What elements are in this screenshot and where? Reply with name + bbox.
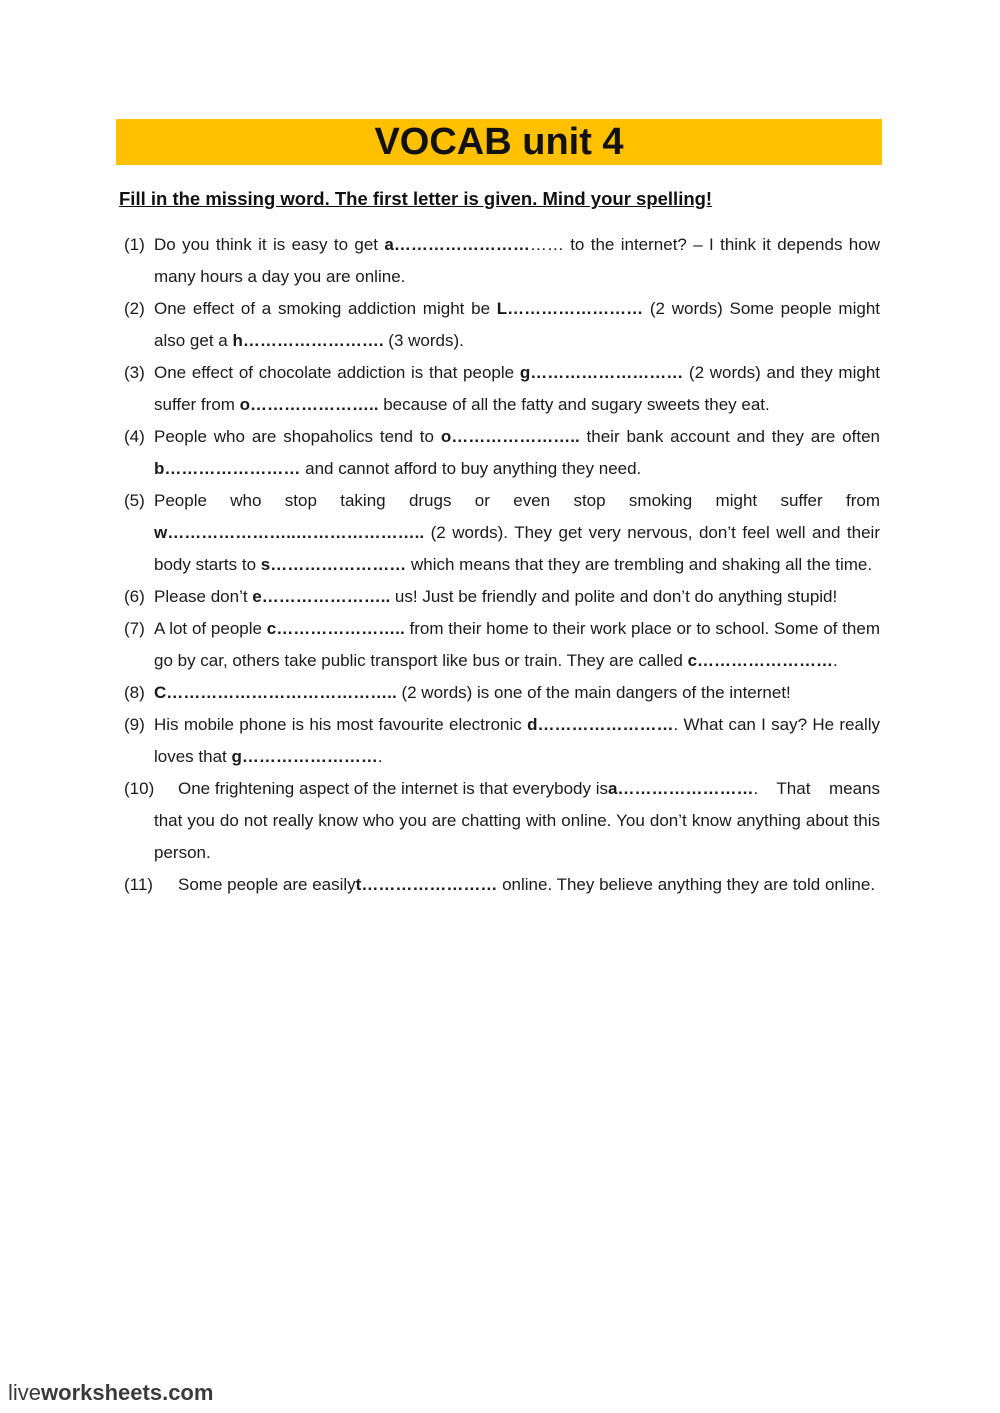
sentence-text: Please don’t	[154, 587, 253, 606]
sentence-text: which means that they are trembling and shaking all the time.	[406, 555, 873, 574]
sentence-text: His mobile phone is his most favourite electronic	[154, 715, 528, 734]
title-banner	[116, 119, 882, 165]
logo-bold: worksheets	[41, 1380, 163, 1405]
exercise-item	[124, 421, 880, 485]
blank-hint: d……………………	[527, 715, 674, 734]
blank-hint: s……………………	[260, 555, 407, 574]
sentence-text: .	[377, 747, 383, 766]
logo-light: live	[8, 1380, 42, 1405]
exercise-item	[124, 709, 880, 773]
exercise-number: (6)	[124, 587, 145, 606]
sentence-text: (3 words).	[383, 331, 464, 350]
exercise-number: (1)	[124, 235, 145, 254]
blank-hint: L……………………	[496, 299, 644, 318]
sentence-text: . What can I say? He really loves that	[154, 715, 881, 766]
exercise-item	[124, 773, 880, 869]
blank-hint: g………………………	[519, 363, 684, 382]
exercise-item	[124, 581, 880, 613]
blank-hint: a……………………	[607, 779, 754, 798]
exercise-number: (2)	[124, 299, 145, 318]
exercise-item	[124, 869, 880, 901]
exercise-item	[124, 677, 880, 709]
exercise-item	[124, 357, 880, 421]
exercise-number: (11)	[124, 875, 153, 894]
sentence-text: online. They believe anything they are told online.	[497, 875, 876, 894]
sentence-text: Do you think it is easy to get	[154, 235, 385, 254]
exercise-number: (10)	[124, 779, 155, 798]
sentence-text: us! Just be friendly and polite and don’t do anything stupid!	[390, 587, 838, 606]
sentence-text: One frightening aspect of the internet is that everybody is	[178, 779, 608, 798]
sentence-text: . That means that you do not really know who you are chatting with online. You don’t know anything about this person.	[154, 779, 880, 862]
blank-hint: w…………………..…………………..	[154, 523, 425, 542]
sentence-text: (2 words) and they might suffer from	[154, 363, 880, 414]
exercise-number: (8)	[124, 683, 145, 702]
sentence-text: One effect of a smoking addiction might be	[154, 299, 497, 318]
sentence-text: (2 words) is one of the main dangers of the internet!	[396, 683, 791, 702]
blank-hint: g……………………	[231, 747, 378, 766]
blank-hint: h…………………….	[232, 331, 384, 350]
blank-hint: a……………………	[384, 235, 530, 254]
exercise-number: (7)	[124, 619, 145, 638]
liveworksheets-logo	[8, 1380, 213, 1406]
blank-hint: t……………………	[355, 875, 498, 894]
exercise-list	[124, 229, 880, 901]
exercise-item	[124, 293, 880, 357]
blank-hint: c…………………..	[266, 619, 405, 638]
exercise-item	[124, 229, 880, 293]
sentence-text: and cannot afford to buy anything they need.	[300, 459, 642, 478]
sentence-text: One effect of chocolate addiction is that people	[154, 363, 520, 382]
sentence-text: People who are shopaholics tend to	[154, 427, 441, 446]
blank-hint: o…………………..	[239, 395, 379, 414]
blank-hint: b……………………	[154, 459, 301, 478]
sentence-text: People who stop taking drugs or even stop smoking might suffer from	[154, 491, 880, 510]
sentence-text: from their home to their work place or to school. Some of them go by car, others take public transport like bus or train. They are called	[154, 619, 880, 670]
page-title: VOCAB unit 4	[374, 120, 624, 163]
sentence-text: their bank account and they are often	[579, 427, 880, 446]
exercise-number: (3)	[124, 363, 145, 382]
exercise-number: (4)	[124, 427, 145, 446]
sentence-text: …… to the internet? – I think it depends how many hours a day you are online.	[154, 235, 880, 286]
blank-hint: C…………………………………..	[154, 683, 397, 702]
sentence-text: (2 words). They get very nervous, don’t feel well and their body starts to	[154, 523, 880, 574]
blank-hint: e…………………..	[252, 587, 391, 606]
blank-hint: c……………………	[687, 651, 834, 670]
sentence-text: because of all the fatty and sugary sweets they eat.	[378, 395, 770, 414]
exercise-item	[124, 485, 880, 581]
sentence-text: (2 words) Some people might also get a	[154, 299, 880, 350]
sentence-text: Some people are easily	[178, 875, 356, 894]
exercise-number: (5)	[124, 491, 145, 510]
logo-tail: .com	[162, 1380, 214, 1405]
exercise-item	[124, 613, 880, 677]
exercise-number: (9)	[124, 715, 145, 734]
sentence-text: A lot of people	[154, 619, 267, 638]
instructions: Fill in the missing word. The first letter is given. Mind your spelling!	[119, 188, 713, 209]
blank-hint: o…………………..	[440, 427, 580, 446]
sentence-text: .	[833, 651, 838, 670]
